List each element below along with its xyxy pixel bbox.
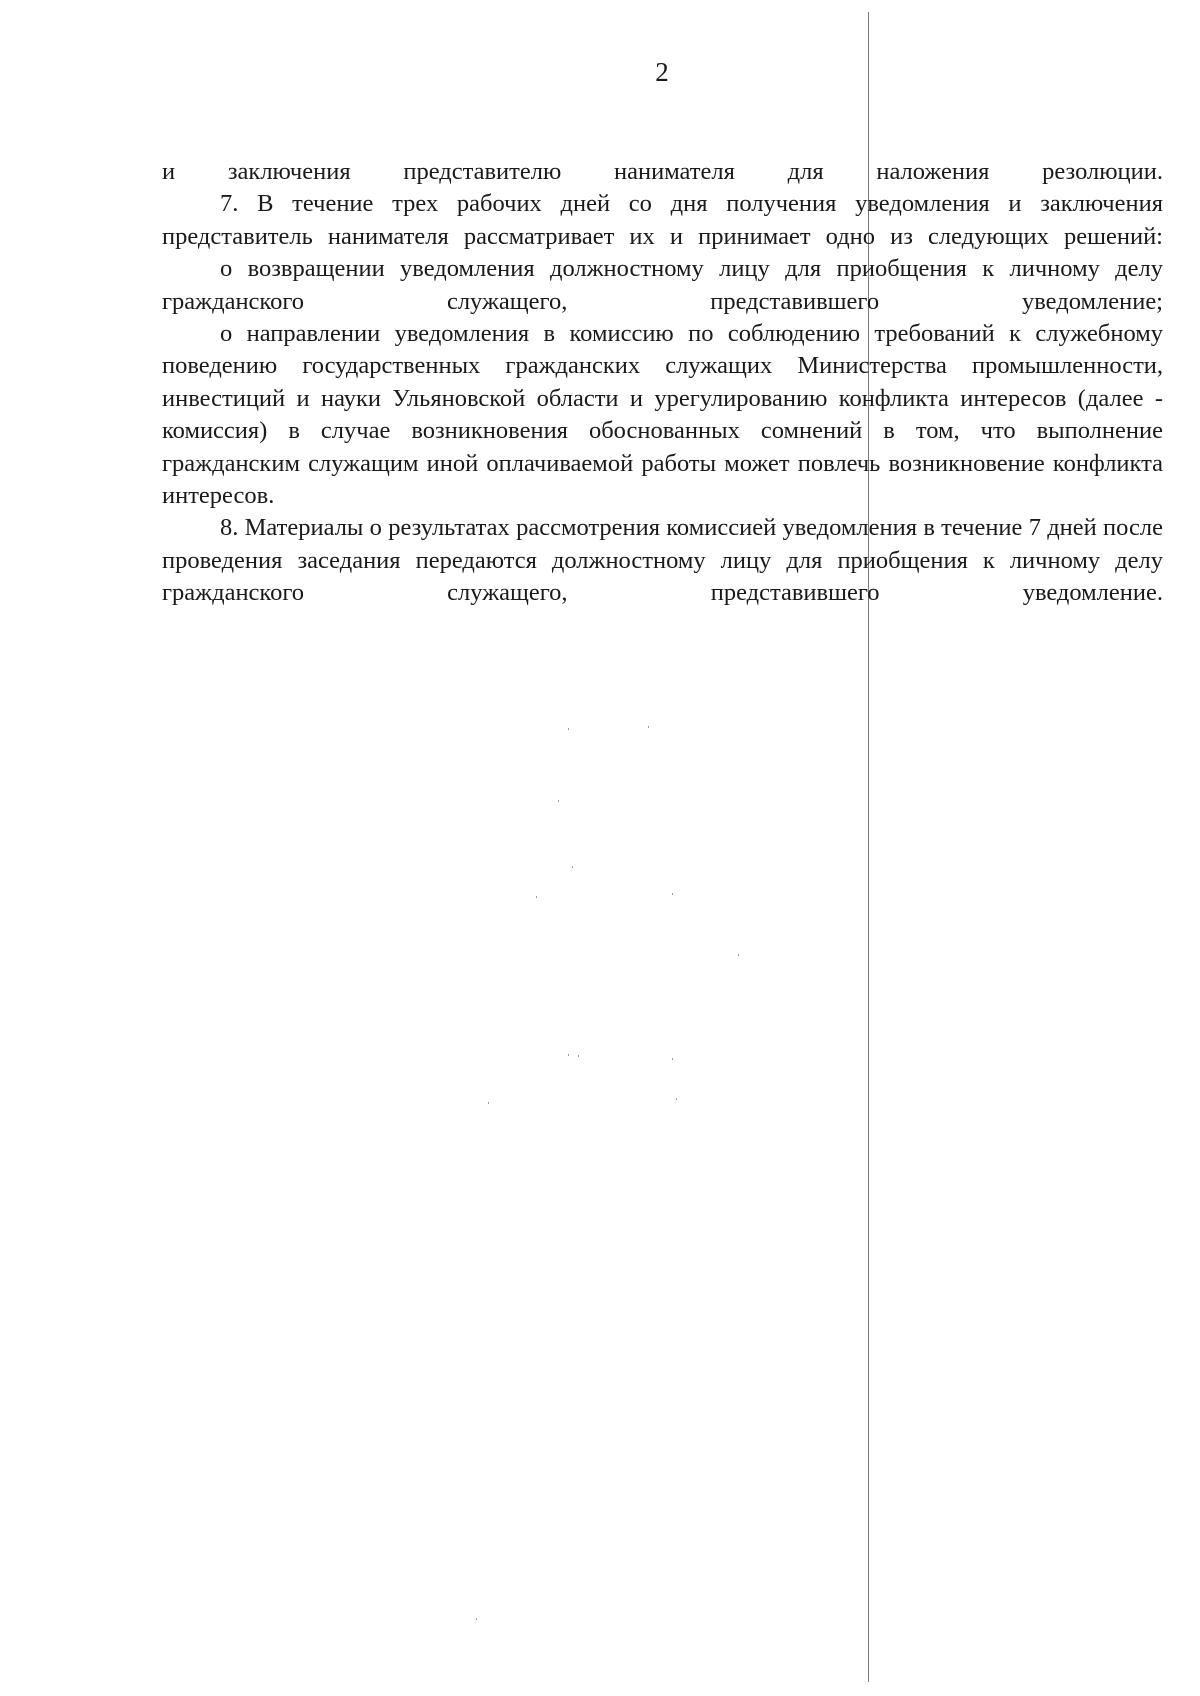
text-line: из следующих решений: — [890, 222, 1163, 250]
page-number: 2 — [655, 57, 669, 87]
scan-artifact-dot — [568, 1054, 569, 1056]
text-line: служащим иной оплачиваемой работы может повлечь возникновение конфликта — [308, 449, 1163, 477]
scan-artifact-dot — [558, 800, 559, 802]
text-line: в течение 7 дней после проведения заседания передаются должностному лицу для — [162, 514, 1164, 574]
scan-artifact-dot — [572, 866, 573, 868]
scan-artifact-dot — [476, 1618, 477, 1620]
text-line: уведомление. — [1022, 579, 1163, 607]
text-line: к личному делу гражданского служащего, представившего уведомление; — [162, 255, 1163, 315]
scan-artifact-dot — [648, 726, 649, 728]
text-line: интересов. — [162, 482, 275, 510]
text-line: 7. В течение трех рабочих дней со дня получения уведомления — [220, 190, 990, 218]
document-body — [162, 156, 1163, 610]
paragraph-7-option-commission — [162, 318, 1163, 512]
scan-artifact-dot — [672, 893, 673, 895]
paragraph-7-option-return — [162, 253, 1163, 318]
scan-artifact-dot — [568, 728, 569, 730]
text-line: приобщения к личному делу гражданского служащего, представившего — [162, 546, 1163, 607]
scan-artifact-dot — [676, 1098, 677, 1100]
scan-artifact-dot — [536, 896, 537, 898]
text-line: к служебному поведению государственных гражданских служащих — [162, 320, 1163, 380]
text-line: Министерства промышленности, инвестиций и науки Ульяновской области — [162, 352, 1164, 412]
text-line: и заключения представитель нанимателя рассматривает их и принимает одно — [162, 190, 1163, 250]
text-line: о направлении уведомления в комиссию по соблюдению требований — [220, 320, 995, 348]
scan-artifact-dot — [488, 1102, 489, 1104]
text-line: и урегулированию конфликта интересов (далее - комиссия) в случае — [162, 384, 1164, 445]
paragraph-continuation — [162, 156, 1163, 188]
paragraph-8 — [162, 512, 1163, 609]
scan-artifact-dot — [738, 954, 739, 956]
scan-artifact-dot — [672, 1058, 673, 1060]
text-line: о возвращении уведомления должностному лицу для приобщения — [220, 255, 967, 283]
paragraph-7 — [162, 188, 1163, 253]
text-line: возникновения обоснованных сомнений в том, что выполнение гражданским — [162, 417, 1163, 477]
text-line: и заключения представителю нанимателя для наложения резолюции. — [162, 158, 1163, 185]
scan-artifact-dot — [578, 1055, 579, 1057]
text-line: 8. Материалы о результатах рассмотрения комиссией уведомления — [220, 514, 918, 542]
